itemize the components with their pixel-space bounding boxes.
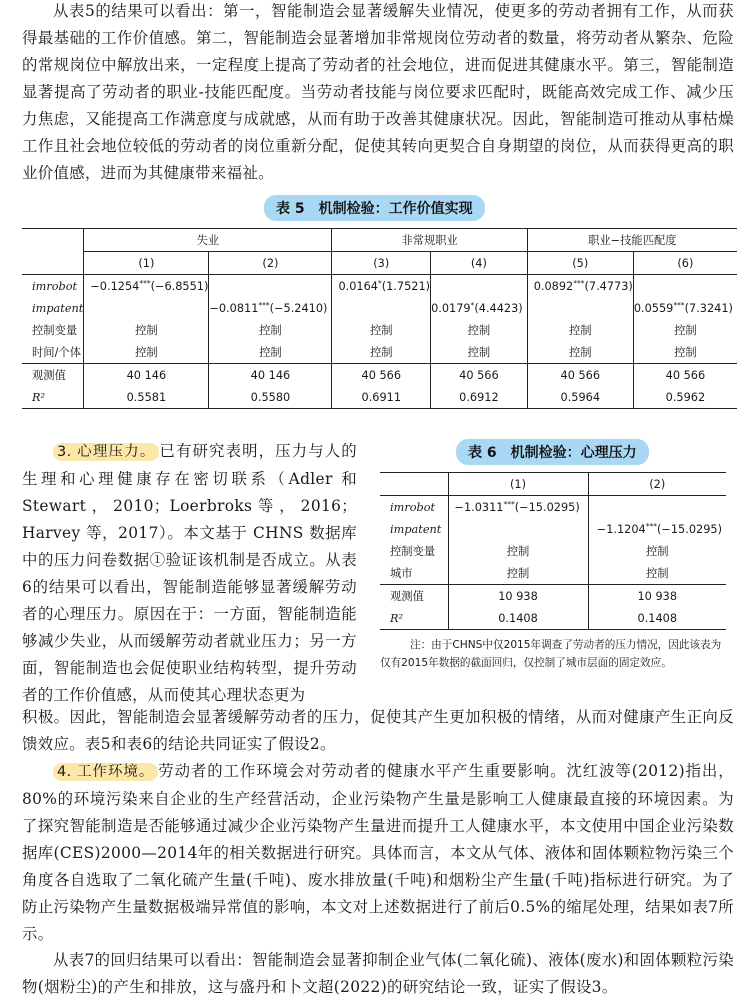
table-row: 时间/个体 控制 控制 控制 控制 控制 控制	[22, 341, 737, 364]
table6-col-header: (2)	[588, 473, 726, 496]
table6	[380, 472, 726, 630]
paragraph-psych-continued: 积极。因此，智能制造会显著缓解劳动者的压力，促使其产生更加积极的情绪，从而对健康产生正向反馈效应。表5和表6的结论共同证实了假设2。	[22, 708, 734, 753]
table6-col-header: (1)	[448, 473, 588, 496]
section3-heading: 3. 心理压力。	[53, 443, 159, 461]
table-row: impatent −1.1204***(−15.0295)	[380, 518, 726, 540]
table-row: 观测值 40 146 40 146 40 566 40 566 40 566 40 566	[22, 364, 737, 387]
section4-paragraph: 4. 工作环境。 劳动者的工作环境会对劳动者的健康水平产生重要影响。沈红波等(2012)指出，80%的环境污染来自企业的生产经营活动，企业污染物产生量是影响工人健康最直接的环境因素。为了探究智能制造是否能够通过减少企业污染物产生量进而提升工人健康水平，本文使用中国企业污染数据库(CES)2000—2014年的相关数据进行研究。具体而言，本文从气体、液体和固体颗粒物污染三个角度各自选取了二氧化硫产生量(千吨)、废水排放量(千吨)和烟粉尘产生量(千吨)指标进行研究。为了防止污染物产生量数据极端异常值的影响，本文对上述数据进行了前后0.5%的缩尾处理，结果如表7所示。	[22, 762, 734, 943]
table-row: imrobot −0.1254***(−6.8551) 0.0164*(1.7521) 0.0892***(7.4773)	[22, 275, 737, 298]
table-row: 城市 控制 控制	[380, 562, 726, 585]
section4-heading: 4. 工作环境。	[53, 763, 158, 781]
table-row: imrobot −1.0311***(−15.0295)	[380, 496, 726, 519]
table5-group-unemployment: 失业	[84, 229, 332, 252]
table5-col-header: (4)	[431, 252, 528, 275]
table-row: 控制变量 控制 控制 控制 控制 控制 控制	[22, 319, 737, 341]
section3-paragraph: 3. 心理压力。 已有研究表明，压力与人的生理和心理健康存在密切联系（Adler 和 Stewart，2010；Loerbroks等，2016；Harvey 等，2017）。本文基于 CHNS 数据库中的压力问卷数据①验证该机制是否成立。从表6的结果可以看出，智能制造能够显著缓解劳动者的心理压力。原因在于：一方面，智能制造能够减少失业，从而缓解劳动者就业压力；另一方面，智能制造也会促使职业结构转型，提升劳动者的工作价值感，从而使其心理状态更为	[22, 442, 358, 704]
table5-col-header: (5)	[527, 252, 633, 275]
paragraph-findings-table5: 从表5的结果可以看出：第一，智能制造会显著缓解失业情况，使更多的劳动者拥有工作，从而获得最基础的工作价值感。第二，智能制造会显著增加非常规岗位劳动者的数量，将劳动者从繁杂、危险的常规岗位中解放出来，一定程度上提高了劳动者的社会地位，进而促进其健康水平。第三，智能制造显著提高了劳动者的职业-技能匹配度。当劳动者技能与岗位要求匹配时，既能高效完成工作、减少压力焦虑，又能提高工作满意度与成就感，从而有助于改善其健康状况。因此，智能制造可推动从事枯燥工作且社会地位较低的劳动者的岗位重新分配，促使其转向更契合自身期望的岗位，从而获得更高的职业价值感，进而为其健康带来福祉。	[22, 2, 734, 182]
table5-col-header: (2)	[209, 252, 332, 275]
table6-note: 注：由于CHNS中仅2015年调查了劳动者的压力情况，因此该表为仅有2015年数据的截面回归，仅控制了城市层面的固定效应。	[380, 639, 722, 669]
table-row: 观测值 10 938 10 938	[380, 585, 726, 608]
table5-col-header: (3)	[332, 252, 431, 275]
table-row: R² 0.1408 0.1408	[380, 607, 726, 630]
table5-col-header: (1)	[84, 252, 209, 275]
table5-col-header: (6)	[633, 252, 737, 275]
table-row: R² 0.5581 0.5580 0.6911 0.6912 0.5964 0.5962	[22, 386, 737, 409]
table5	[22, 228, 737, 409]
table-row: impatent −0.0811***(−5.2410) 0.0179*(4.4423) 0.0559***(7.3241)	[22, 297, 737, 319]
table5-group-nonroutine: 非常规职业	[332, 229, 527, 252]
paragraph-table7-findings: 从表7的回归结果可以看出：智能制造会显著抑制企业气体(二氧化硫)、液体(废水)和固体颗粒污染物(烟粉尘)的产生和排放，这与盛丹和卜文超(2022)的研究结论一致，证实了假设3。	[22, 951, 734, 996]
table5-caption: 表 5 机制检验：工作价值实现	[264, 195, 485, 221]
table5-group-skill-match: 职业−技能匹配度	[527, 229, 737, 252]
table-row: 控制变量 控制 控制	[380, 540, 726, 562]
table6-caption: 表 6 机制检验：心理压力	[456, 439, 649, 465]
